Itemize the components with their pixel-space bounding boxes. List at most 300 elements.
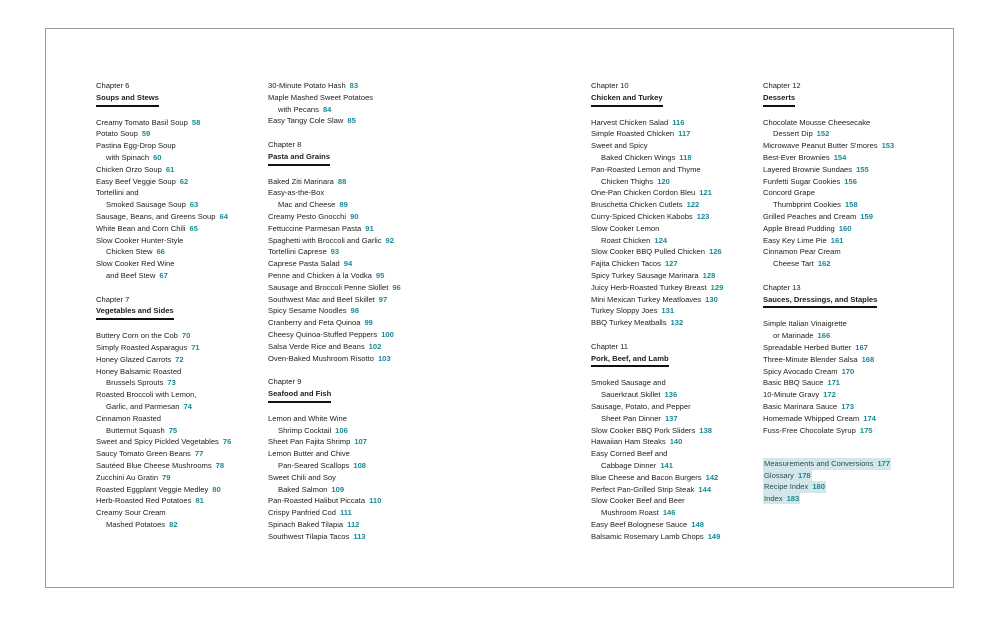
recipe-entry[interactable]: [591, 164, 756, 188]
recipe-entry[interactable]: [268, 223, 433, 235]
recipe-title-text: Sheet Pan Fajita Shrimp: [268, 437, 351, 447]
recipe-entry[interactable]: [591, 117, 756, 129]
recipe-title-line: [763, 366, 948, 378]
page-number: 81: [195, 496, 204, 506]
recipe-title-text: Sauerkraut Skillet: [601, 390, 661, 400]
recipe-entry[interactable]: [96, 507, 256, 531]
recipe-title-line: [591, 531, 756, 543]
recipe-title-line: [96, 342, 256, 354]
recipe-title-line: [268, 92, 433, 104]
recipe-entry[interactable]: [268, 341, 433, 353]
recipe-title-line: [591, 258, 756, 270]
page-number: 93: [330, 247, 340, 257]
recipe-entry[interactable]: [96, 223, 256, 235]
recipe-title-text: Roasted Eggplant Veggie Medley: [96, 484, 209, 494]
recipe-entry[interactable]: [763, 117, 948, 141]
recipe-title-text: Cabbage Dinner: [601, 460, 657, 470]
recipe-title-line: [268, 472, 433, 484]
recipe-title-text: Fettuccine Parmesan Pasta: [268, 223, 362, 233]
recipe-entry[interactable]: [763, 354, 948, 366]
recipe-title-line: [96, 495, 256, 507]
recipe-entry[interactable]: [268, 436, 433, 448]
recipe-entry[interactable]: [268, 413, 433, 437]
page-number: 107: [354, 437, 367, 447]
recipe-entry[interactable]: [591, 199, 756, 211]
recipe-entry[interactable]: [591, 305, 756, 317]
page-number: 161: [830, 235, 844, 245]
recipe-title-line: [763, 128, 948, 140]
recipe-title-text: Mac and Cheese: [278, 200, 336, 210]
recipe-title-line: [268, 436, 433, 448]
page-number: 64: [219, 211, 228, 221]
recipe-entry[interactable]: [96, 413, 256, 437]
recipe-title-line: [591, 317, 756, 329]
recipe-entry[interactable]: [96, 472, 256, 484]
recipe-title-line: [763, 235, 948, 247]
recipe-title-line: [763, 164, 948, 176]
recipe-title-text: Cheese Tart: [773, 259, 814, 269]
recipe-title-text: 30-Minute Potato Hash: [268, 81, 346, 90]
recipe-title-text: Mini Mexican Turkey Meatloaves: [591, 294, 702, 304]
recipe-title-text: Lemon Butter and Chive: [268, 449, 350, 459]
recipe-entry[interactable]: [268, 329, 433, 341]
recipe-title-line: [96, 377, 256, 389]
page-number: 103: [377, 353, 391, 363]
recipe-title-text: Roasted Broccoli with Lemon,: [96, 390, 197, 400]
back-matter-list: [763, 458, 891, 504]
recipe-entry[interactable]: [591, 519, 756, 531]
recipe-title-text: Tortellini and: [96, 188, 139, 198]
recipe-title-line: [591, 389, 756, 401]
recipe-title-line: [591, 294, 756, 306]
back-matter-label: Measurements and Conversions: [764, 459, 874, 468]
page-number: 85: [347, 116, 356, 126]
page-number: 92: [385, 235, 394, 245]
page-number: 123: [696, 211, 710, 221]
recipe-title-text: Chicken Thighs: [601, 176, 654, 186]
recipe-title-line: [591, 495, 756, 507]
recipe-entry[interactable]: [96, 484, 256, 496]
recipe-entry[interactable]: [268, 317, 433, 329]
recipe-title-text: Mushroom Roast: [601, 508, 659, 518]
recipe-entry[interactable]: [96, 187, 256, 211]
recipe-title-line: [268, 305, 433, 317]
recipe-entry[interactable]: [96, 258, 256, 282]
page-number: 78: [215, 460, 225, 470]
recipe-title-text: Smoked Sausage and: [591, 378, 666, 388]
recipe-title-text: Shrimp Cocktail: [278, 425, 332, 435]
page-number: 95: [375, 270, 385, 280]
recipe-entry[interactable]: [591, 128, 756, 140]
chapter-section: [96, 294, 256, 531]
recipe-title-line: [268, 211, 433, 223]
recipe-title-line: [268, 199, 433, 211]
recipe-entry[interactable]: [763, 223, 948, 235]
chapter-title: Vegetables and Sides: [96, 305, 174, 320]
page-number: 183: [786, 493, 800, 503]
page-number: 131: [661, 306, 675, 316]
page-number: 149: [707, 531, 721, 541]
recipe-title-line: [763, 330, 948, 342]
recipe-entry[interactable]: [268, 294, 433, 306]
recipe-title-text: Best-Ever Brownies: [763, 152, 830, 162]
recipe-title-text: Cinnamon Roasted: [96, 413, 162, 423]
page-number: 80: [212, 484, 221, 494]
page-number: 70: [181, 331, 191, 341]
back-matter-item[interactable]: [763, 458, 891, 470]
recipe-entry[interactable]: [763, 377, 948, 389]
recipe-title-text: Sheet Pan Dinner: [601, 413, 661, 423]
recipe-title-line: [763, 401, 948, 413]
recipe-title-text: Spicy Turkey Sausage Marinara: [591, 270, 699, 280]
recipe-entry[interactable]: [591, 495, 756, 519]
page-number: 178: [797, 470, 811, 480]
back-matter-item[interactable]: [763, 470, 812, 482]
recipe-title-text: Saucy Tomato Green Beans: [96, 449, 191, 459]
page-number: 121: [699, 188, 712, 198]
page-number: 75: [168, 425, 178, 435]
recipe-title-line: [96, 484, 256, 496]
recipe-title-text: Perfect Pan-Grilled Strip Steak: [591, 484, 695, 494]
recipe-title-line: [763, 389, 948, 401]
recipe-title-text: Cranberry and Feta Quinoa: [268, 318, 361, 328]
recipe-title-line: [96, 519, 256, 531]
recipe-entry[interactable]: [591, 258, 756, 270]
recipe-title-text: Honey Balsamic Roasted: [96, 366, 182, 376]
page-number: 110: [369, 496, 382, 506]
page-number: 137: [664, 413, 678, 423]
recipe-title-text: Curry-Spiced Chicken Kabobs: [591, 211, 693, 221]
recipe-entry[interactable]: [763, 318, 948, 342]
recipe-title-line: [268, 258, 433, 270]
recipe-title-line: [268, 282, 433, 294]
recipe-title-text: Baked Chicken Wings: [601, 152, 676, 162]
recipe-title-text: Dessert Dip: [773, 129, 813, 139]
recipe-entry[interactable]: [591, 270, 756, 282]
recipe-title-text: Brussels Sprouts: [106, 378, 164, 388]
page-number: 98: [350, 306, 359, 316]
recipe-title-text: Basic Marinara Sauce: [763, 401, 838, 411]
recipe-entry[interactable]: [268, 187, 433, 211]
recipe-entry[interactable]: [763, 401, 948, 413]
recipe-title-text: Sausage, Beans, and Greens Soup: [96, 211, 216, 221]
recipe-entry[interactable]: [268, 270, 433, 282]
page-number: 141: [660, 460, 673, 470]
recipe-entry[interactable]: [591, 377, 756, 401]
recipe-entry[interactable]: [268, 472, 433, 496]
page-number: 63: [189, 200, 199, 210]
recipe-title-text: Baked Ziti Marinara: [268, 176, 334, 186]
page-number: 158: [844, 200, 858, 210]
recipe-entry[interactable]: [591, 317, 756, 329]
recipe-entry[interactable]: [591, 187, 756, 199]
recipe-title-text: Oven-Baked Mushroom Risotto: [268, 353, 374, 363]
recipe-title-text: Slow Cooker BBQ Pork Sliders: [591, 425, 696, 435]
recipe-entry[interactable]: [96, 495, 256, 507]
recipe-title-line: [268, 294, 433, 306]
recipe-entry[interactable]: [268, 448, 433, 472]
recipe-title-line: [96, 199, 256, 211]
back-matter-item[interactable]: [763, 493, 800, 505]
page-number: 146: [662, 508, 676, 518]
recipe-title-text: Basic BBQ Sauce: [763, 378, 824, 388]
page-number: 155: [856, 164, 869, 174]
recipe-title-text: 10-Minute Gravy: [763, 390, 820, 400]
page-number: 117: [678, 129, 691, 139]
recipe-entry[interactable]: [96, 128, 256, 140]
recipe-entry[interactable]: [591, 436, 756, 448]
recipe-entry[interactable]: [268, 305, 433, 317]
page-number: 138: [699, 425, 712, 435]
page-number: 113: [353, 531, 366, 541]
recipe-title-text: Creamy Pesto Gnocchi: [268, 211, 347, 221]
recipe-title-text: Homemade Whipped Cream: [763, 413, 860, 423]
recipe-title-text: BBQ Turkey Meatballs: [591, 318, 667, 328]
back-matter-item[interactable]: [763, 481, 826, 493]
recipe-entry[interactable]: [96, 176, 256, 188]
recipe-title-line: [96, 164, 256, 176]
recipe-entry[interactable]: [268, 115, 433, 127]
recipe-entry[interactable]: [763, 342, 948, 354]
page-number: 67: [159, 270, 168, 280]
page-number: 122: [686, 200, 700, 210]
recipe-entry[interactable]: [96, 342, 256, 354]
page-number: 118: [679, 152, 692, 162]
recipe-title-text: Chicken Orzo Soup: [96, 164, 162, 174]
recipe-entry[interactable]: [763, 140, 948, 152]
toc-column-1: [96, 80, 256, 531]
recipe-title-line: [591, 413, 756, 425]
recipe-entry[interactable]: [763, 413, 948, 425]
recipe-title-text: Chocolate Mousse Cheesecake: [763, 117, 871, 127]
page-number: 90: [350, 211, 359, 221]
recipe-entry[interactable]: [96, 140, 256, 164]
recipe-entry[interactable]: [268, 495, 433, 507]
recipe-entry[interactable]: [763, 366, 948, 378]
recipe-title-line: [591, 282, 756, 294]
recipe-entry[interactable]: [96, 211, 256, 223]
page-number: 72: [175, 354, 184, 364]
recipe-entry[interactable]: [268, 80, 433, 92]
recipe-title-text: One-Pan Chicken Cordon Bleu: [591, 188, 696, 198]
recipe-title-line: [591, 425, 756, 437]
recipe-title-text: Easy Beef Bolognese Sauce: [591, 519, 688, 529]
recipe-title-text: Simply Roasted Asparagus: [96, 342, 188, 352]
page-number: 159: [860, 211, 873, 221]
toc-column-2: [268, 80, 433, 542]
recipe-entry[interactable]: [591, 140, 756, 164]
recipe-title-line: [268, 413, 433, 425]
recipe-entry[interactable]: [763, 164, 948, 176]
recipe-title-line: [763, 413, 948, 425]
page-number: 142: [705, 472, 719, 482]
page-number: 65: [189, 223, 198, 233]
recipe-title-line: [763, 187, 948, 199]
recipe-entry[interactable]: [268, 176, 433, 188]
recipe-title-text: Microwave Peanut Butter S'mores: [763, 141, 878, 151]
recipe-title-line: [763, 140, 948, 152]
recipe-entry[interactable]: [96, 448, 256, 460]
back-matter-label: Glossary: [764, 470, 794, 480]
recipe-title-text: Salsa Verde Rice and Beans: [268, 341, 365, 351]
recipe-entry[interactable]: [591, 401, 756, 425]
recipe-title-line: [96, 507, 256, 519]
recipe-entry[interactable]: [96, 460, 256, 472]
page-number: 106: [335, 425, 348, 435]
recipe-title-text: Sweet and Spicy Pickled Vegetables: [96, 437, 219, 447]
recipe-entry[interactable]: [591, 223, 756, 247]
recipe-entry[interactable]: [96, 117, 256, 129]
recipe-entry[interactable]: [591, 211, 756, 223]
recipe-entry[interactable]: [268, 92, 433, 116]
recipe-entry[interactable]: [591, 472, 756, 484]
page-number: 127: [664, 259, 678, 269]
recipe-title-line: [268, 329, 433, 341]
recipe-title-line: [96, 140, 256, 152]
page-number: 60: [153, 152, 162, 162]
recipe-title-text: Grilled Peaches and Cream: [763, 211, 857, 221]
page-number: 174: [863, 413, 876, 423]
page-number: 58: [191, 117, 201, 127]
chapter-title: Seafood and Fish: [268, 388, 331, 403]
recipe-title-line: [591, 152, 756, 164]
recipe-title-line: [591, 460, 756, 472]
recipe-entry[interactable]: [268, 507, 433, 519]
recipe-entry[interactable]: [96, 436, 256, 448]
recipe-entry[interactable]: [763, 187, 948, 211]
recipe-entry[interactable]: [763, 425, 948, 437]
recipe-entry[interactable]: [268, 531, 433, 543]
recipe-entry[interactable]: [268, 282, 433, 294]
page-number: 177: [877, 459, 890, 468]
page-number: 111: [339, 508, 352, 518]
recipe-entry[interactable]: [268, 353, 433, 365]
recipe-entry[interactable]: [763, 389, 948, 401]
recipe-entry[interactable]: [268, 211, 433, 223]
page-number: 140: [669, 437, 683, 447]
recipe-title-text: Pan-Roasted Halibut Piccata: [268, 496, 366, 506]
recipe-title-line: [268, 507, 433, 519]
recipe-title-line: [591, 484, 756, 496]
recipe-title-line: [591, 448, 756, 460]
recipe-title-line: [96, 448, 256, 460]
recipe-title-text: Simple Roasted Chicken: [591, 129, 675, 139]
recipe-title-line: [591, 436, 756, 448]
chapter-title: Desserts: [763, 92, 795, 107]
recipe-entry[interactable]: [96, 366, 256, 390]
recipe-title-line: [268, 246, 433, 258]
recipe-title-line: [763, 117, 948, 129]
recipe-title-text: Southwest Mac and Beef Skillet: [268, 294, 375, 304]
page-number: 170: [841, 366, 855, 376]
chapter-section: [268, 139, 433, 364]
recipe-entry[interactable]: [763, 246, 948, 270]
recipe-title-line: [268, 317, 433, 329]
recipe-title-line: [96, 472, 256, 484]
chapter-number: Chapter 9: [268, 377, 302, 387]
recipe-title-line: [96, 401, 256, 413]
recipe-entry[interactable]: [591, 484, 756, 496]
recipe-title-text: Lemon and White Wine: [268, 413, 347, 423]
recipe-title-text: Concord Grape: [763, 188, 815, 198]
recipe-entry[interactable]: [591, 425, 756, 437]
recipe-title-text: Apple Bread Pudding: [763, 223, 835, 233]
recipe-title-line: [268, 235, 433, 247]
recipe-entry[interactable]: [591, 531, 756, 543]
recipe-title-line: [763, 223, 948, 235]
recipe-title-line: [268, 531, 433, 543]
recipe-title-line: [591, 401, 756, 413]
recipe-title-text: Spinach Baked Tilapia: [268, 519, 344, 529]
recipe-entry[interactable]: [763, 176, 948, 188]
recipe-title-text: Buttery Corn on the Cob: [96, 331, 178, 341]
page-number: 160: [838, 223, 852, 233]
recipe-entry[interactable]: [763, 211, 948, 223]
recipe-title-line: [268, 223, 433, 235]
page-number: 79: [162, 472, 171, 482]
recipe-title-text: Sausage and Broccoli Penne Skillet: [268, 282, 389, 292]
chapter-number: Chapter 7: [96, 294, 130, 304]
recipe-title-text: Spaghetti with Broccoli and Garlic: [268, 235, 382, 245]
recipe-title-line: [96, 211, 256, 223]
recipe-entry[interactable]: [96, 164, 256, 176]
recipe-entry[interactable]: [268, 235, 433, 247]
recipe-title-text: Penne and Chicken à la Vodka: [268, 270, 372, 280]
recipe-title-line: [591, 507, 756, 519]
recipe-entry[interactable]: [763, 235, 948, 247]
recipe-title-text: Slow Cooker Red Wine: [96, 259, 175, 269]
recipe-title-line: [268, 425, 433, 437]
recipe-title-text: Zucchini Au Gratin: [96, 472, 159, 482]
recipe-title-text: Slow Cooker BBQ Pulled Chicken: [591, 247, 705, 257]
recipe-title-line: [763, 176, 948, 188]
page-number: 88: [337, 176, 347, 186]
recipe-title-text: Tortellini Caprese: [268, 247, 327, 257]
recipe-entry[interactable]: [591, 246, 756, 258]
toc-column-4: [763, 80, 948, 436]
recipe-title-text: Smoked Sausage Soup: [106, 200, 186, 210]
recipe-title-text: White Bean and Corn Chili: [96, 223, 186, 233]
recipe-title-line: [96, 354, 256, 366]
recipe-title-text: Balsamic Rosemary Lamb Chops: [591, 531, 704, 541]
recipe-title-text: Maple Mashed Sweet Potatoes: [268, 92, 374, 102]
recipe-title-text: Blue Cheese and Bacon Burgers: [591, 472, 702, 482]
page-number: 73: [167, 378, 176, 388]
recipe-entry[interactable]: [268, 246, 433, 258]
recipe-entry[interactable]: [268, 258, 433, 270]
recipe-entry[interactable]: [591, 448, 756, 472]
recipe-entry[interactable]: [96, 389, 256, 413]
recipe-title-line: [763, 258, 948, 270]
recipe-title-text: Sautéed Blue Cheese Mushrooms: [96, 460, 212, 470]
recipe-title-text: Creamy Sour Cream: [96, 508, 166, 518]
recipe-entry[interactable]: [96, 354, 256, 366]
recipe-entry[interactable]: [96, 235, 256, 259]
page-number: 59: [141, 129, 151, 139]
recipe-entry[interactable]: [96, 330, 256, 342]
recipe-title-text: Pastina Egg-Drop Soup: [96, 141, 176, 151]
recipe-title-line: [96, 117, 256, 129]
page-number: 156: [844, 176, 857, 186]
recipe-entry[interactable]: [591, 282, 756, 294]
recipe-entry[interactable]: [763, 152, 948, 164]
chapter-number: Chapter 10: [591, 81, 629, 90]
page-number: 62: [179, 176, 189, 186]
recipe-entry[interactable]: [268, 519, 433, 531]
recipe-entry[interactable]: [591, 294, 756, 306]
recipe-title-text: Roast Chicken: [601, 235, 651, 245]
recipe-title-line: [268, 115, 433, 127]
